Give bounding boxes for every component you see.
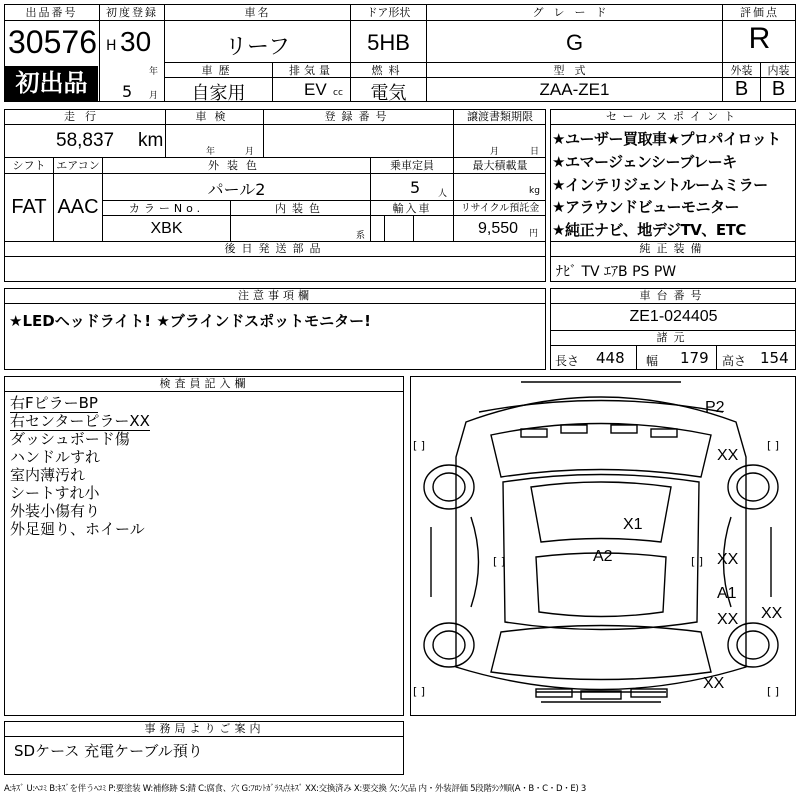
inspector-line: シートすれ小 [10, 484, 100, 502]
diagram-mark: XX [717, 447, 739, 464]
sales-point: ★ユーザー買取車★プロパイロット [552, 130, 781, 148]
ext-score: B [734, 78, 749, 100]
equipment: ﾅﾋﾞ TV ｴｱB PS PW [556, 264, 677, 280]
lot-number: 30576 [8, 24, 97, 60]
import-label: 輸入車 [392, 202, 432, 215]
color-no-label: カラーNo. [128, 202, 205, 215]
model-label: 型式 [553, 64, 596, 77]
sales-point: ★純正ナビ、地デジTV、ETC [552, 221, 746, 239]
diagram-mark: XX [761, 605, 783, 622]
fuel: 電気 [370, 83, 407, 104]
load-unit: kg [529, 186, 540, 196]
chassis-number: ZE1-024405 [629, 308, 718, 325]
notes: ★LEDヘッドライト! ★ブラインドスポットモニター! [9, 312, 372, 330]
reg-month: 5 [122, 82, 133, 101]
history-label: 車歴 [201, 64, 236, 77]
length-label: 長さ [555, 354, 580, 368]
inspector-line: ハンドルすれ [10, 448, 101, 466]
notes-label: 注意事項欄 [238, 289, 313, 302]
fuel-label: 燃料 [371, 64, 406, 77]
inspector-label: 検査員記入欄 [159, 377, 250, 390]
reg-year-unit: 年 [149, 67, 159, 77]
height: 154 [760, 349, 789, 367]
diagram-mark: A1 [717, 585, 737, 602]
inspector-line: 外装小傷有り [10, 502, 101, 520]
reg-label: 初度登録 [106, 6, 158, 19]
ext-label: 外装 [730, 64, 753, 77]
later-parts-label: 後日発送部品 [224, 242, 327, 255]
sales-points-label: セールスポイント [605, 110, 741, 123]
plate-label: 登録番号 [324, 110, 393, 123]
capacity: 5 [410, 178, 421, 197]
displacement: EV [304, 80, 327, 99]
reg-year: 30 [120, 26, 152, 57]
history: 自家用 [191, 83, 246, 104]
exterior-color: パール2 [207, 180, 266, 199]
reg-month-unit: 月 [149, 91, 159, 101]
ac-label: エアコン [56, 159, 100, 172]
bracket: [ ] [691, 555, 704, 568]
diagram-mark: XX [703, 675, 725, 692]
insp-month-unit: 月 [245, 147, 255, 157]
shift: FAT [11, 196, 47, 218]
score-label: 評価点 [740, 6, 779, 19]
sales-point: ★エマージェンシーブレーキ [552, 153, 737, 171]
inspector-line: 室内薄汚れ [10, 466, 86, 484]
transfer-month-unit: 月 [490, 147, 500, 157]
interior-color-unit: 系 [356, 231, 366, 241]
bracket: [ ] [413, 685, 426, 698]
disp-unit: cc [333, 88, 343, 98]
legend: A:ｷｽﾞ U:ﾍｺﾐ B:ｷｽﾞを伴うﾍｺﾐ P:要塗装 W:補修跡 S:錆 C:腐食、穴 G:ﾌﾛﾝﾄｶﾞﾗｽ点ｷｽﾞ XX:交換済み X:要交換 欠:欠品 内・外装評価 5段階ﾗﾝｸ順(A・B・C・D・E) 3 [4, 784, 587, 794]
int-label: 内装 [767, 64, 790, 77]
shift-label: シフト [12, 159, 46, 172]
length: 448 [596, 349, 625, 367]
reg-era: H [106, 38, 117, 54]
car-diagram [410, 376, 796, 716]
equipment-label: 純正装備 [639, 242, 708, 255]
width-label: 幅 [646, 354, 659, 368]
chassis-label: 車台番号 [639, 289, 708, 302]
office-label: 事務局よりご案内 [144, 722, 265, 735]
diagram-mark: P2 [705, 399, 725, 416]
mileage: 58,837 [56, 130, 115, 151]
diagram-mark: X1 [623, 516, 643, 533]
bracket: [ ] [413, 439, 426, 452]
disp-label: 排気量 [289, 64, 334, 77]
diagram-mark: XX [717, 611, 739, 628]
inspection-label: 車検 [195, 110, 234, 123]
capacity-label: 乗車定員 [390, 159, 434, 172]
door-type: 5HB [367, 30, 410, 55]
model: ZAA-ZE1 [539, 80, 610, 99]
height-label: 高さ [722, 354, 747, 368]
insp-year-unit: 年 [206, 147, 216, 157]
mileage-unit: km [138, 130, 164, 151]
office-notice: SDケース 充電ケーブル預り [14, 742, 203, 760]
recycle-unit: 円 [529, 229, 539, 239]
grade-label: グレード [532, 6, 617, 19]
capacity-unit: 人 [438, 189, 448, 199]
load-label: 最大積載量 [472, 159, 528, 172]
transfer-label: 譲渡書類期限 [467, 110, 533, 123]
mileage-label: 走行 [64, 110, 106, 123]
color-no: XBK [150, 220, 183, 237]
interior-color-label: 内装色 [275, 202, 326, 215]
name-label: 車名 [244, 6, 271, 19]
recycle-fee: 9,550 [478, 220, 519, 237]
inspector-line: 右FピラーBP [10, 394, 98, 412]
lot-label: 出品番号 [25, 6, 78, 19]
diagram-mark: XX [717, 551, 739, 568]
exterior-color-label: 外装色 [208, 159, 265, 172]
car-name: リーフ [225, 35, 290, 60]
grade: G [565, 30, 584, 55]
sales-point: ★アラウンドビューモニター [552, 198, 739, 216]
transfer-day-unit: 日 [530, 147, 540, 157]
diagram-mark: A2 [593, 548, 613, 565]
sales-point: ★インテリジェントルームミラー [552, 176, 768, 194]
first-listing-badge: 初出品 [5, 66, 98, 101]
bracket: [ ] [767, 685, 780, 698]
score: R [748, 22, 771, 55]
inspector-line: 外足廻り、ホイール [10, 520, 145, 538]
int-score: B [771, 78, 786, 100]
bracket: [ ] [767, 439, 780, 452]
door-label: ドア形状 [366, 6, 411, 19]
dims-label: 諸元 [656, 331, 691, 344]
inspector-line: ダッシュボード傷 [10, 430, 130, 448]
inspector-line: 右センターピラーXX [10, 412, 150, 430]
recycle-label: リサイクル預託金 [460, 203, 540, 214]
width: 179 [680, 349, 709, 367]
bracket: [ ] [493, 555, 506, 568]
air-conditioner: AAC [57, 196, 99, 218]
